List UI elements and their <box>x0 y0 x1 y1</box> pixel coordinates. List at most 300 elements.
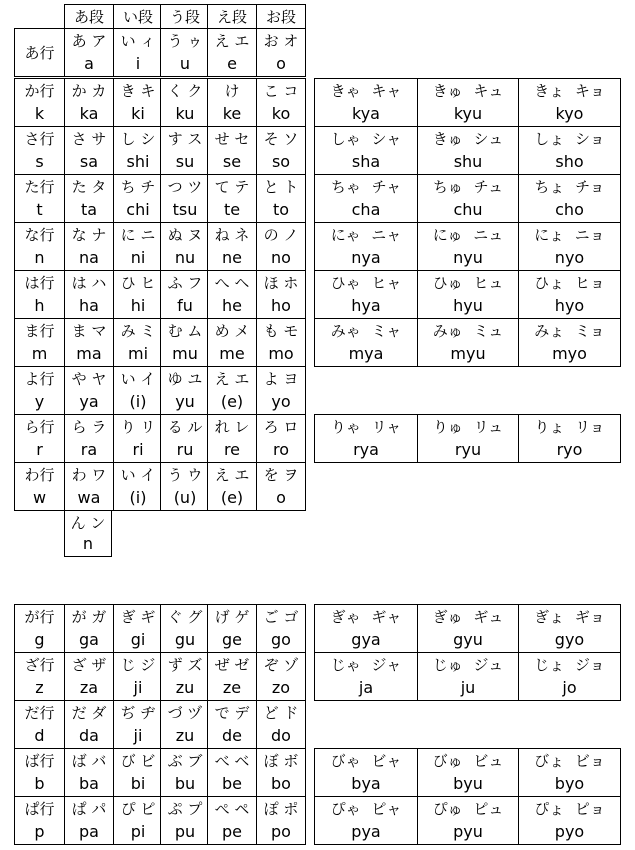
youon-cell-romaji: myu <box>450 344 486 363</box>
youon-cell-kana: きゃ キャ <box>330 82 402 100</box>
youon-cell-romaji: ryu <box>454 440 482 459</box>
kana-cell-kana: く ク <box>167 82 203 100</box>
kana-cell <box>113 462 163 511</box>
kana-cell-romaji: ku <box>175 104 195 123</box>
dakuten-row-label <box>14 748 65 797</box>
row-label-8 <box>14 366 65 415</box>
dakuten-cell-kana: ず ズ <box>167 656 203 674</box>
dakuten-youon-cell-romaji: byu <box>453 774 483 793</box>
youon-cell-romaji: mya <box>348 344 384 363</box>
dakuten-cell-romaji: bo <box>271 774 291 793</box>
dakuten-cell <box>256 748 306 797</box>
dakuten-cell-kana: ぱ パ <box>71 800 107 818</box>
kana-cell-kana: こ コ <box>263 82 299 100</box>
kana-cell <box>160 222 210 271</box>
kana-cell-romaji: (u) <box>173 488 197 507</box>
dakuten-cell <box>113 604 163 653</box>
dakuten-cell-kana: ぼ ボ <box>263 752 299 770</box>
kana-cell-kana: い イ <box>120 370 156 388</box>
dakuten-row-label-kana: ざ行 <box>24 656 55 674</box>
kana-cell-romaji: no <box>271 248 291 267</box>
dakuten-cell-kana: だ ダ <box>71 704 107 722</box>
column-header-5-label: お段 <box>265 7 296 26</box>
kana-cell <box>64 126 114 175</box>
kana-cell-kana: る ル <box>167 418 203 436</box>
row-label-1 <box>14 28 65 77</box>
dakuten-cell-romaji: zu <box>175 678 195 697</box>
row-label-7 <box>14 318 65 367</box>
youon-cell <box>314 78 418 127</box>
dakuten-youon-cell-kana: びゅ ビュ <box>432 752 504 770</box>
dakuten-cell-kana: ぺ ペ <box>214 800 250 818</box>
kana-cell-kana: き キ <box>120 82 156 100</box>
kana-cell <box>160 462 210 511</box>
dakuten-cell-kana: ご ゴ <box>263 608 299 626</box>
kana-cell-kana: い ィ <box>120 32 156 50</box>
youon-cell <box>518 414 621 463</box>
kana-cell-romaji: ma <box>76 344 102 363</box>
dakuten-cell-romaji: pa <box>79 822 99 841</box>
kana-cell-romaji: mi <box>127 344 149 363</box>
dakuten-youon-cell <box>417 748 519 797</box>
youon-cell <box>417 270 519 319</box>
kana-cell <box>64 174 114 223</box>
dakuten-youon-cell <box>518 748 621 797</box>
kana-cell-romaji: nu <box>174 248 196 267</box>
dakuten-cell <box>207 700 257 749</box>
youon-cell-romaji: nya <box>351 248 381 267</box>
kana-cell-kana: め メ <box>214 322 250 340</box>
dakuten-cell <box>160 748 210 797</box>
youon-cell-kana: ひゃ ヒャ <box>330 274 402 292</box>
dakuten-youon-cell-kana: ぎゅ ギュ <box>432 608 504 626</box>
kana-cell-kana: し シ <box>120 130 156 148</box>
kana-cell <box>207 222 257 271</box>
dakuten-cell-kana: じ ジ <box>120 656 156 674</box>
dakuten-cell <box>64 604 114 653</box>
kana-cell-kana: あ ア <box>71 32 107 50</box>
youon-cell <box>314 414 418 463</box>
youon-cell-kana: ちゅ チュ <box>432 178 504 196</box>
kana-cell <box>113 414 163 463</box>
youon-cell-kana: みゅ ミュ <box>432 322 504 340</box>
kana-cell-kana: な ナ <box>71 226 107 244</box>
kana-cell <box>160 28 210 77</box>
dakuten-cell-romaji: ji <box>133 678 143 697</box>
dakuten-youon-cell-kana: びょ ビョ <box>534 752 605 770</box>
dakuten-cell <box>256 604 306 653</box>
dakuten-youon-cell-romaji: jo <box>562 678 577 697</box>
dakuten-youon-cell-kana: じゅ ジュ <box>432 656 504 674</box>
kana-cell-romaji: me <box>219 344 245 363</box>
youon-cell-kana: しょ ショ <box>534 130 605 148</box>
youon-cell-kana: りょ リョ <box>534 418 605 436</box>
row-label-3 <box>14 126 65 175</box>
column-header-1 <box>64 4 114 29</box>
dakuten-cell-kana: ぷ プ <box>167 800 203 818</box>
kana-cell <box>113 126 163 175</box>
dakuten-cell-romaji: ga <box>79 630 99 649</box>
dakuten-cell-kana: ぴ ピ <box>120 800 156 818</box>
dakuten-cell-romaji: ji <box>133 726 143 745</box>
dakuten-cell <box>160 700 210 749</box>
youon-cell-romaji: ryo <box>556 440 583 459</box>
kana-cell-romaji: ha <box>79 296 99 315</box>
dakuten-cell-romaji: do <box>271 726 291 745</box>
kana-cell <box>160 174 210 223</box>
row-label-3-romaji: s <box>35 152 44 171</box>
youon-cell <box>518 126 621 175</box>
dakuten-cell <box>113 652 163 701</box>
dakuten-cell-kana: ぞ ゾ <box>263 656 299 674</box>
dakuten-cell-romaji: pu <box>174 822 196 841</box>
dakuten-youon-cell <box>518 796 621 845</box>
dakuten-youon-cell <box>314 796 418 845</box>
youon-cell-kana: にゅ ニュ <box>432 226 504 244</box>
row-label-8-kana: よ行 <box>24 370 55 388</box>
dakuten-youon-cell-romaji: ju <box>460 678 476 697</box>
kana-cell-n-romaji: n <box>82 534 94 553</box>
youon-cell <box>314 126 418 175</box>
youon-cell-kana: ひょ ヒョ <box>534 274 605 292</box>
youon-cell <box>314 174 418 223</box>
youon-cell-romaji: kyu <box>453 104 483 123</box>
dakuten-row-label-kana: だ行 <box>24 704 55 722</box>
row-label-6 <box>14 270 65 319</box>
column-header-5 <box>256 4 306 29</box>
kana-cell-kana: に ニ <box>120 226 156 244</box>
kana-cell-kana: ゆ ユ <box>167 370 203 388</box>
kana-cell-kana: ひ ヒ <box>120 274 156 292</box>
kana-cell <box>256 462 306 511</box>
kana-cell <box>160 270 210 319</box>
kana-cell-kana: せ セ <box>214 130 250 148</box>
dakuten-youon-cell-kana: じゃ ジャ <box>330 656 402 674</box>
kana-cell-kana: の ノ <box>263 226 299 244</box>
kana-cell-romaji: ko <box>271 104 291 123</box>
dakuten-cell-kana: ぽ ポ <box>263 800 299 818</box>
column-header-1-label: あ段 <box>73 7 104 26</box>
youon-cell-romaji: kyo <box>555 104 584 123</box>
dakuten-youon-cell <box>417 604 519 653</box>
dakuten-row-label <box>14 652 65 701</box>
row-label-1-kana: あ行 <box>24 43 55 62</box>
youon-cell-kana: りゅ リュ <box>432 418 504 436</box>
youon-cell <box>314 318 418 367</box>
dakuten-youon-cell-romaji: gyu <box>453 630 483 649</box>
kana-cell <box>207 318 257 367</box>
row-label-9-romaji: r <box>36 440 43 459</box>
dakuten-youon-cell <box>314 652 418 701</box>
kana-cell <box>160 78 210 127</box>
dakuten-cell-kana: で デ <box>214 704 250 722</box>
kana-cell <box>256 366 306 415</box>
youon-cell <box>518 222 621 271</box>
kana-cell-kana: ち チ <box>120 178 156 196</box>
dakuten-youon-cell-kana: ぴゃ ピャ <box>330 800 402 818</box>
dakuten-cell-romaji: ba <box>79 774 99 793</box>
column-header-4-label: え段 <box>216 7 247 26</box>
youon-cell <box>417 126 519 175</box>
kana-cell <box>207 28 257 77</box>
row-label-4-kana: た行 <box>24 178 55 196</box>
dakuten-row-label-kana: ぱ行 <box>24 800 55 818</box>
row-label-5-romaji: n <box>34 248 45 267</box>
row-label-10-kana: わ行 <box>24 466 55 484</box>
kana-cell-kana: も モ <box>263 322 299 340</box>
kana-cell-romaji: wa <box>77 488 101 507</box>
youon-cell <box>518 270 621 319</box>
youon-cell <box>417 174 519 223</box>
row-label-4-romaji: t <box>36 200 43 219</box>
kana-cell-kana: ら ラ <box>71 418 107 436</box>
kana-cell-romaji: ra <box>80 440 98 459</box>
kana-cell <box>207 78 257 127</box>
kana-cell-romaji: (e) <box>220 488 244 507</box>
dakuten-cell-kana: ば バ <box>71 752 107 770</box>
dakuten-youon-cell-kana: ぴょ ピョ <box>534 800 605 818</box>
dakuten-cell-romaji: bu <box>174 774 196 793</box>
kana-cell <box>256 414 306 463</box>
dakuten-cell-kana: び ビ <box>120 752 156 770</box>
dakuten-youon-cell-kana: びゃ ビャ <box>330 752 402 770</box>
row-label-8-romaji: y <box>34 392 45 411</box>
kana-cell <box>256 270 306 319</box>
youon-cell-romaji: sha <box>351 152 381 171</box>
kana-cell-kana: へ ヘ <box>214 274 250 292</box>
column-header-3-label: う段 <box>169 7 200 26</box>
kana-cell-romaji: ya <box>79 392 99 411</box>
kana-cell <box>160 366 210 415</box>
kana-cell-kana: わ ワ <box>71 466 107 484</box>
row-label-10 <box>14 462 65 511</box>
dakuten-cell-romaji: gu <box>174 630 196 649</box>
dakuten-cell-romaji: da <box>79 726 99 745</box>
dakuten-cell-kana: ざ ザ <box>71 656 107 674</box>
dakuten-youon-cell-romaji: pyu <box>453 822 483 841</box>
kana-cell-kana: か カ <box>71 82 107 100</box>
dakuten-cell-romaji: pi <box>130 822 146 841</box>
kana-cell <box>160 318 210 367</box>
kana-cell <box>64 366 114 415</box>
kana-cell-romaji: mu <box>172 344 198 363</box>
youon-cell <box>518 78 621 127</box>
dakuten-cell-romaji: ze <box>222 678 242 697</box>
kana-cell <box>207 462 257 511</box>
dakuten-cell <box>256 796 306 845</box>
youon-cell-kana: ひゅ ヒュ <box>432 274 504 292</box>
kana-cell <box>256 174 306 223</box>
kana-cell-kana: ぬ ヌ <box>167 226 203 244</box>
dakuten-cell-kana: ぐ グ <box>167 608 203 626</box>
dakuten-cell <box>256 700 306 749</box>
dakuten-cell-kana: ぶ ブ <box>167 752 203 770</box>
row-label-9 <box>14 414 65 463</box>
kana-cell <box>64 414 114 463</box>
youon-cell-kana: しゃ シャ <box>330 130 402 148</box>
dakuten-cell <box>64 652 114 701</box>
kana-cell-romaji: yo <box>271 392 291 411</box>
kana-cell-romaji: ta <box>80 200 98 219</box>
kana-cell-romaji: ki <box>131 104 145 123</box>
youon-cell-kana: ちゃ チャ <box>330 178 402 196</box>
dakuten-cell-romaji: po <box>271 822 291 841</box>
kana-cell <box>207 270 257 319</box>
dakuten-youon-cell-romaji: gya <box>351 630 381 649</box>
dakuten-row-label-romaji: d <box>34 726 45 745</box>
row-label-9-kana: ら行 <box>24 418 55 436</box>
dakuten-cell <box>207 652 257 701</box>
youon-cell <box>518 318 621 367</box>
dakuten-cell-romaji: gi <box>130 630 146 649</box>
kana-cell-romaji: re <box>223 440 241 459</box>
kana-cell-romaji: ni <box>130 248 146 267</box>
kana-cell <box>256 28 306 77</box>
kana-cell-kana: れ レ <box>214 418 250 436</box>
kana-cell-kana: い イ <box>120 466 156 484</box>
dakuten-cell-kana: ぎ ギ <box>120 608 156 626</box>
kana-cell <box>64 318 114 367</box>
kana-cell-kana: み ミ <box>120 322 156 340</box>
kana-cell-romaji: fu <box>177 296 193 315</box>
youon-cell <box>417 414 519 463</box>
row-label-7-romaji: m <box>31 344 48 363</box>
dakuten-cell <box>113 700 163 749</box>
kana-cell-kana: た タ <box>71 178 107 196</box>
kana-cell-romaji: shi <box>126 152 150 171</box>
dakuten-cell <box>207 796 257 845</box>
kana-cell-romaji: te <box>223 200 241 219</box>
kana-cell-romaji: hi <box>130 296 146 315</box>
dakuten-cell-romaji: be <box>222 774 242 793</box>
row-label-6-kana: は行 <box>24 274 55 292</box>
kana-cell <box>64 78 114 127</box>
kana-cell-romaji: a <box>84 54 94 73</box>
row-label-4 <box>14 174 65 223</box>
dakuten-youon-cell-kana: ぎゃ ギャ <box>330 608 402 626</box>
row-label-10-romaji: w <box>32 488 47 507</box>
kana-cell <box>256 126 306 175</box>
dakuten-youon-cell-kana: ぴゅ ピュ <box>432 800 504 818</box>
kana-cell-kana: ろ ロ <box>263 418 299 436</box>
youon-cell <box>417 318 519 367</box>
column-header-2 <box>113 4 163 29</box>
kana-cell-romaji: se <box>222 152 242 171</box>
kana-cell-romaji: i <box>135 54 141 73</box>
dakuten-cell-kana: が ガ <box>71 608 107 626</box>
dakuten-cell-romaji: zu <box>175 726 195 745</box>
dakuten-cell-kana: ぜ ゼ <box>214 656 250 674</box>
youon-cell-romaji: kya <box>352 104 380 123</box>
dakuten-cell <box>64 796 114 845</box>
row-label-3-kana: さ行 <box>24 130 55 148</box>
dakuten-row-label-romaji: g <box>34 630 45 649</box>
kana-cell-romaji: ro <box>272 440 289 459</box>
kana-cell-romaji: su <box>175 152 195 171</box>
kana-cell-romaji: sa <box>79 152 99 171</box>
youon-cell-kana: みゃ ミャ <box>330 322 402 340</box>
kana-cell-kana: む ム <box>167 322 203 340</box>
kana-cell-kana: は ハ <box>71 274 107 292</box>
row-label-5 <box>14 222 65 271</box>
dakuten-cell <box>64 700 114 749</box>
dakuten-youon-cell <box>518 604 621 653</box>
dakuten-youon-cell-romaji: pyo <box>554 822 585 841</box>
youon-cell-romaji: chu <box>453 200 483 219</box>
kana-cell-romaji: mo <box>268 344 294 363</box>
row-label-7-kana: ま行 <box>24 322 55 340</box>
kana-cell-romaji: tsu <box>172 200 198 219</box>
dakuten-row-label <box>14 796 65 845</box>
dakuten-cell-romaji: bi <box>130 774 146 793</box>
dakuten-cell-romaji: za <box>79 678 99 697</box>
youon-cell-kana: にゃ ニャ <box>330 226 402 244</box>
kana-cell <box>256 78 306 127</box>
dakuten-row-label <box>14 604 65 653</box>
youon-cell-kana: ちょ チョ <box>534 178 605 196</box>
youon-cell-kana: りゃ リャ <box>330 418 402 436</box>
dakuten-youon-cell <box>518 652 621 701</box>
dakuten-youon-cell <box>417 796 519 845</box>
dakuten-cell-romaji: ge <box>222 630 242 649</box>
dakuten-youon-cell-romaji: bya <box>351 774 381 793</box>
row-label-2-romaji: k <box>34 104 45 123</box>
youon-cell-romaji: hya <box>351 296 381 315</box>
dakuten-cell <box>113 796 163 845</box>
youon-cell <box>417 222 519 271</box>
kana-cell <box>64 28 114 77</box>
column-header-3 <box>160 4 210 29</box>
dakuten-row-label-kana: ば行 <box>24 752 55 770</box>
dakuten-cell <box>160 796 210 845</box>
dakuten-cell <box>207 748 257 797</box>
dakuten-youon-cell <box>417 652 519 701</box>
youon-cell-kana: きゅ シュ <box>432 130 504 148</box>
kana-cell-kana: え エ <box>214 32 250 50</box>
dakuten-youon-cell-romaji: gyo <box>554 630 585 649</box>
youon-cell-kana: みょ ミョ <box>534 322 605 340</box>
kana-cell <box>256 318 306 367</box>
kana-cell-romaji: chi <box>126 200 150 219</box>
kana-cell-kana: や ヤ <box>71 370 107 388</box>
kana-cell <box>160 414 210 463</box>
kana-cell-romaji: (e) <box>220 392 244 411</box>
dakuten-cell <box>64 748 114 797</box>
kana-cell-romaji: ka <box>79 104 99 123</box>
kana-cell <box>256 222 306 271</box>
dakuten-row-label <box>14 700 65 749</box>
youon-cell-kana: にょ ニョ <box>534 226 605 244</box>
dakuten-youon-cell-romaji: pya <box>351 822 381 841</box>
dakuten-row-label-romaji: p <box>34 822 45 841</box>
kana-cell-kana: と ト <box>263 178 299 196</box>
youon-cell-romaji: rya <box>353 440 379 459</box>
kana-cell-kana: う ゥ <box>167 32 203 50</box>
kana-cell-kana: よ ヨ <box>263 370 299 388</box>
youon-cell <box>518 174 621 223</box>
youon-cell-romaji: nyu <box>453 248 483 267</box>
dakuten-youon-cell-romaji: ja <box>358 678 374 697</box>
kana-cell-kana: す ス <box>167 130 203 148</box>
kana-cell-kana: さ サ <box>71 130 107 148</box>
kana-cell-romaji: ne <box>222 248 242 267</box>
kana-cell <box>113 270 163 319</box>
kana-cell-romaji: ru <box>176 440 194 459</box>
kana-cell-romaji: o <box>276 488 286 507</box>
kana-cell <box>113 78 163 127</box>
row-label-6-romaji: h <box>34 296 45 315</box>
dakuten-row-label-romaji: b <box>34 774 45 793</box>
